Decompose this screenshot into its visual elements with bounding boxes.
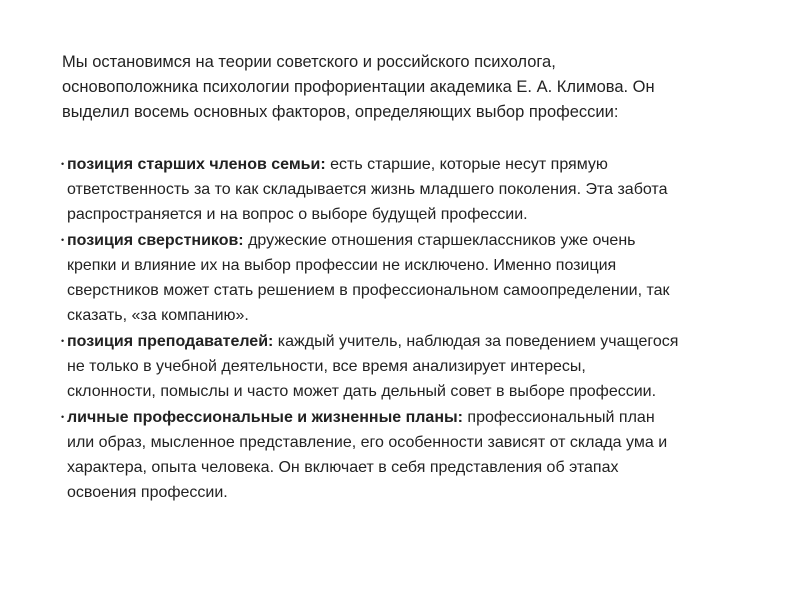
factor-text: дружеские отношения старшеклассников уже очень [243,232,636,249]
factor-item [62,152,778,227]
factor-line: склонности, помыслы и часто может дать дельный совет в выборе профессии. [67,383,657,400]
factor-line: ответственность за то как складывается жизнь младшего поколения. Эта забота [67,181,668,198]
factor-first-line [67,228,778,253]
intro-paragraph [62,50,762,125]
bullet-dot-icon: • [61,336,65,346]
factor-list [62,152,778,506]
factor-item [62,228,778,328]
factor-line: сверстников может стать решением в профессиональном самоопределении, так [67,282,670,299]
intro-line: Мы остановимся на теории советского и российского психолога, [62,53,556,71]
factor-first-line [67,329,778,354]
factor-line: освоения профессии. [67,484,228,501]
factor-text: профессиональный план [462,409,655,426]
factor-line: не только в учебной деятельности, все время анализирует интересы, [67,358,586,375]
factor-term: личные профессиональные и жизненные планы: [67,409,463,426]
bullet-dot-icon: • [61,235,65,245]
factor-term: позиция преподавателей: [67,333,274,350]
bullet-dot-icon: • [61,159,65,169]
factor-item [62,405,778,505]
factor-first-line [67,152,778,177]
factor-line: распространяется и на вопрос о выборе будущей профессии. [67,206,528,223]
factor-item [62,329,778,404]
factor-term: позиция старших членов семьи: [67,156,326,173]
factor-text: есть старшие, которые несут прямую [325,156,608,173]
factor-term: позиция сверстников: [67,232,244,249]
factor-first-line [67,405,778,430]
bullet-dot-icon: • [61,412,65,422]
factor-line: крепки и влияние их на выбор профессии не исключено. Именно позиция [67,257,617,274]
intro-line: выделил восемь основных факторов, определяющих выбор профессии: [62,103,619,121]
factor-line: или образ, мысленное представление, его особенности зависят от склада ума и [67,434,668,451]
intro-line: основоположника психологии профориентации академика Е. А. Климова. Он [62,78,655,96]
factor-line: сказать, «за компанию». [67,307,249,324]
factor-text: каждый учитель, наблюдая за поведением учащегося [273,333,679,350]
factor-line: характера, опыта человека. Он включает в себя представления об этапах [67,459,619,476]
